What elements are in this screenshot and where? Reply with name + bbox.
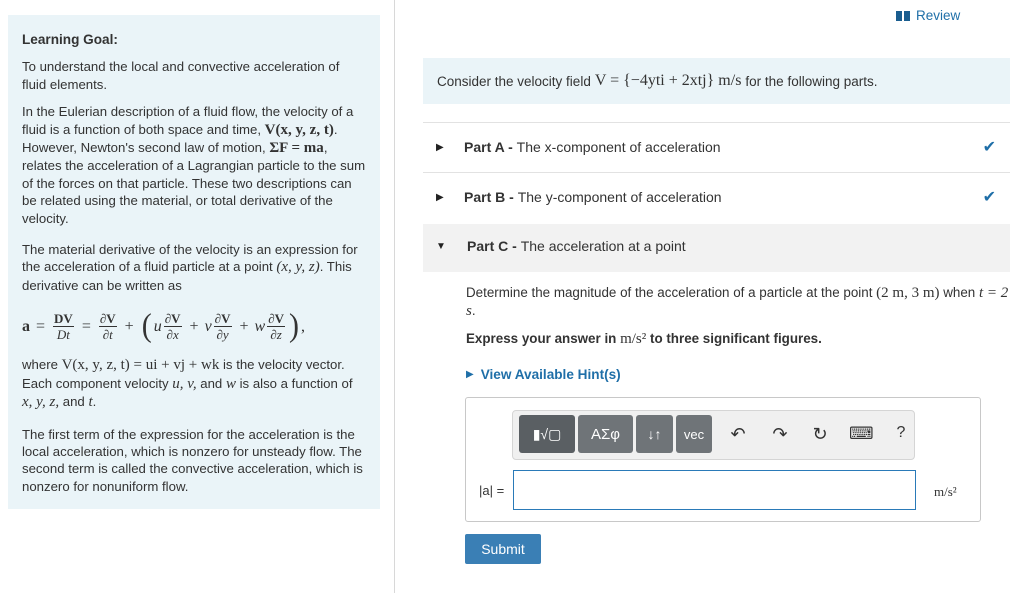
submit-button[interactable]: Submit	[465, 534, 541, 564]
book-icon	[896, 11, 910, 21]
check-icon: ✔	[982, 139, 996, 156]
expand-arrow-icon[interactable]: ▶	[436, 141, 444, 153]
help-icon[interactable]: ?	[896, 424, 906, 441]
part-a-title: The x-component of acceleration	[516, 139, 721, 155]
greek-symbols-button[interactable]: ΑΣφ	[578, 415, 633, 453]
answer-instructions: Express your answer in m/s² to three significant figures.	[466, 331, 822, 347]
redo-icon[interactable]: ↷	[772, 424, 788, 444]
answer-area	[465, 397, 981, 522]
undo-icon[interactable]: ↶	[730, 424, 746, 444]
part-a-label: Part A -	[464, 139, 513, 155]
divider	[423, 122, 1010, 123]
goal-text: To understand the local and convective acceleration of fluid elements.	[22, 59, 340, 92]
answer-input[interactable]	[513, 470, 916, 510]
problem-intro: Consider the velocity field V = {−4yti + 2xtj} m/s for the following parts.	[423, 58, 1010, 104]
learning-goal-panel	[8, 15, 380, 509]
answer-label: |a| =	[479, 483, 505, 498]
paragraph-eulerian: In the Eulerian description of a fluid flow, the velocity of a fluid is a function of both space and time, V(x, y, z, t). However, Newton's second law of motion, ΣF = ma, relates the acceleration of a Lagrangian particle to the sum of the forces on that particle. These two descriptions can be related using the material, or total derivative of the velocity.	[22, 104, 366, 226]
velocity-field: V = {−4yti + 2xtj} m/s	[594, 72, 742, 89]
sort-button[interactable]: ↓↑	[636, 415, 673, 453]
review-label: Review	[916, 8, 961, 23]
view-hints-link[interactable]: ▶ View Available Hint(s)	[466, 367, 621, 382]
panel-divider	[394, 0, 395, 593]
reset-icon[interactable]: ↻	[812, 424, 828, 444]
collapse-arrow-icon[interactable]: ▼	[436, 240, 446, 252]
part-a-row[interactable]	[436, 139, 996, 155]
unit-label: m/s²	[934, 484, 957, 499]
divider	[423, 172, 1010, 173]
part-b-row[interactable]	[436, 189, 996, 205]
paragraph-material-derivative: The material derivative of the velocity is an expression for the acceleration of a fluid particle at a point (x, y, z). This derivative can be written as	[22, 242, 358, 293]
paragraph-local-convective: The first term of the expression for the acceleration is the local acceleration, which is nonzero for unsteady flow. The second term is called the convective acceleration, which is nonzero for nonuniform flow.	[22, 426, 363, 494]
part-b-title: The y-component of acceleration	[517, 189, 722, 205]
part-c-question: Determine the magnitude of the acceleration of a particle at the point (2 m, 3 m) when t = 2 s.	[466, 285, 1009, 319]
acceleration-equation: a = $\frac{DV}{Dt}$ = $\frac{\partial V}{\partial t}$ + ( u $\frac{\partial V}{\partial x}$ + v $\frac{\partial V}{\partial y}$ + w $\frac{\partial V}{\partial z}$ ) ,	[22, 307, 306, 344]
math-toolbar	[512, 410, 915, 460]
keyboard-icon[interactable]: ⌨	[849, 424, 874, 443]
part-c-title: The acceleration at a point	[520, 238, 686, 254]
templates-button[interactable]: ▮√▢	[519, 415, 575, 453]
part-c-row[interactable]	[436, 238, 996, 254]
expand-arrow-icon[interactable]: ▶	[436, 191, 444, 203]
learning-goal-heading: Learning Goal:	[22, 32, 118, 47]
review-link[interactable]	[896, 8, 960, 23]
expand-arrow-icon: ▶	[466, 369, 474, 380]
part-b-label: Part B -	[464, 189, 514, 205]
paragraph-velocity-vector: where V(x, y, z, t) = ui + vj + wk is the velocity vector. Each component velocity u, v, and w is also a function of x, y, z, and t.	[22, 357, 353, 411]
part-c-label: Part C -	[467, 238, 517, 254]
check-icon: ✔	[982, 189, 996, 206]
vector-button[interactable]: vec	[676, 415, 712, 453]
